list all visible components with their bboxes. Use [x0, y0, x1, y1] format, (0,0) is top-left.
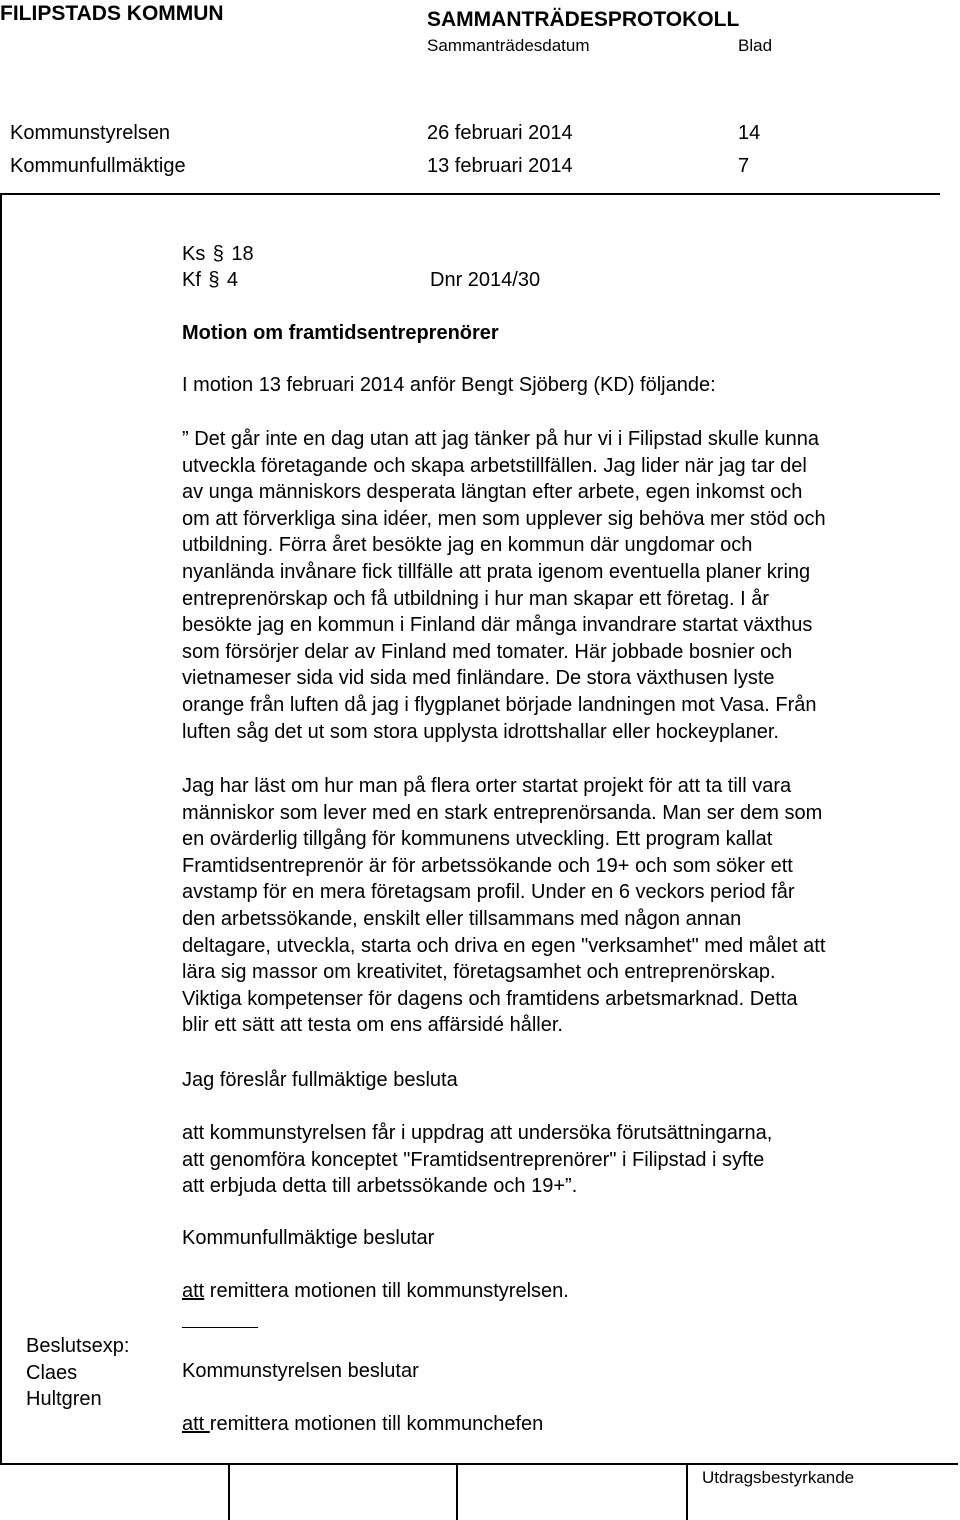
- text-line: om att förverkliga sina idéer, men som upplever sig behöva mer stöd och: [182, 507, 826, 530]
- text-line: som försörjer delar av Finland med tomater. Här jobbade bosnier och: [182, 640, 793, 663]
- proposal-item: att kommunstyrelsen får i uppdrag att undersöka förutsättningarna,: [182, 1122, 773, 1144]
- left-rule: [0, 193, 2, 1463]
- decision-distribution: [26, 1333, 129, 1413]
- organization-name: FILIPSTADS KOMMUN: [0, 2, 224, 25]
- text-line: vietnameser sida vid sida med finländare. De stora växthusen lyste: [182, 667, 775, 690]
- text-line: Framtidsentreprenör är för arbetssökande och 19+ och som söker ett: [182, 854, 793, 877]
- bottom-rule: [0, 1463, 958, 1465]
- proposal-list: [182, 1120, 772, 1200]
- motion-intro: I motion 13 februari 2014 anför Bengt Sjöberg (KD) följande:: [182, 374, 716, 396]
- sign-box-divider-1: [228, 1463, 230, 1520]
- text-line: besökte jag en kommun i Finland där många invandrare startat växthus: [182, 614, 813, 637]
- distribution-name: Claes: [26, 1361, 78, 1384]
- kf-decision-text: att remittera motionen till kommunstyrelsen.: [182, 1280, 569, 1302]
- section-symbol-icon: §: [208, 269, 220, 291]
- text-line: Viktiga kompetenser för dagens och framtidens arbetsmarknad. Detta: [182, 987, 798, 1010]
- text-line: ” Det går inte en dag utan att jag tänker på hur vi i Filipstad skulle kunna: [182, 428, 820, 450]
- certification-label: Utdragsbestyrkande: [702, 1468, 855, 1487]
- sign-box-divider-3: [686, 1463, 688, 1520]
- text-line: nyanlända invånare fick tillfälle att prata igenom eventuella planer kring: [182, 560, 811, 583]
- motion-title: Motion om framtidsentreprenörer: [182, 322, 499, 344]
- text-line: avstamp för en mera företagsam profil. Under en 6 veckors period får: [182, 881, 795, 904]
- text-line: luften såg det ut som stora upplysta idrottshallar eller hockeyplaner.: [182, 720, 779, 743]
- section-symbol-icon: §: [212, 243, 224, 265]
- text-line: av unga människors desperata längtan efter arbete, egen inkomst och: [182, 481, 803, 504]
- ks-decision-text: att remittera motionen till kommunchefen: [182, 1413, 544, 1435]
- kf-decision-heading: Kommunfullmäktige beslutar: [182, 1227, 435, 1249]
- meeting-date-kf: 13 februari 2014: [427, 155, 573, 177]
- proposal-intro: Jag föreslår fullmäktige besluta: [182, 1069, 458, 1091]
- page-label: Blad: [738, 36, 773, 55]
- proposal-item: att erbjuda detta till arbetssökande och 19+”.: [182, 1175, 578, 1198]
- text-line: lära sig massor om kreativitet, företagsamhet och entreprenörskap.: [182, 961, 776, 984]
- meeting-body-ks: Kommunstyrelsen: [10, 122, 171, 144]
- second-paragraph: [182, 773, 825, 1039]
- separator-line: [182, 1327, 258, 1328]
- text-line: människor som lever med en stark entreprenörsanda. Man ser dem som: [182, 801, 823, 824]
- text-line: deltagare, utveckla, starta och driva en egen "verksamhet" med målet att: [182, 934, 826, 957]
- text-line: den arbetssökande, enskilt eller tillsammans med någon annan: [182, 907, 742, 930]
- meeting-date-label: Sammanträdesdatum: [427, 36, 590, 55]
- meeting-date-ks: 26 februari 2014: [427, 122, 573, 144]
- ks-case-number: Ks § 18: [182, 241, 254, 268]
- distribution-name: Hultgren: [26, 1388, 102, 1411]
- ks-decision-heading: Kommunstyrelsen beslutar: [182, 1360, 419, 1382]
- quote-paragraph: [182, 426, 826, 745]
- text-line: utveckla företagande och skapa arbetstillfällen. Jag lider när jag tar del: [182, 454, 807, 477]
- text-line: Jag har läst om hur man på flera orter startat projekt för att ta till vara: [182, 775, 792, 797]
- meeting-page-kf: 7: [738, 155, 750, 177]
- sign-box-divider-2: [456, 1463, 458, 1520]
- protocol-title: SAMMANTRÄDESPROTOKOLL: [427, 8, 740, 31]
- text-line: en ovärderlig tillgång för kommunens utveckling. Ett program kallat: [182, 828, 773, 851]
- text-line: utbildning. Förra året besökte jag en kommun där ungdomar och: [182, 534, 753, 557]
- kf-case-number: Kf § 4: [182, 267, 238, 294]
- distribution-label: Beslutsexp:: [26, 1335, 130, 1357]
- proposal-item: att genomföra konceptet "Framtidsentreprenörer" i Filipstad i syfte: [182, 1148, 765, 1171]
- top-rule: [0, 193, 940, 195]
- meeting-body-kf: Kommunfullmäktige: [10, 155, 186, 177]
- text-line: blir ett sätt att testa om ens affärsidé håller.: [182, 1014, 563, 1037]
- meeting-page-ks: 14: [738, 122, 761, 144]
- text-line: entreprenörskap och få utbildning i hur man skapar ett företag. I år: [182, 587, 770, 610]
- text-line: orange från luften då jag i flygplanet började landningen mot Vasa. Från: [182, 693, 817, 716]
- diary-number: Dnr 2014/30: [430, 269, 541, 291]
